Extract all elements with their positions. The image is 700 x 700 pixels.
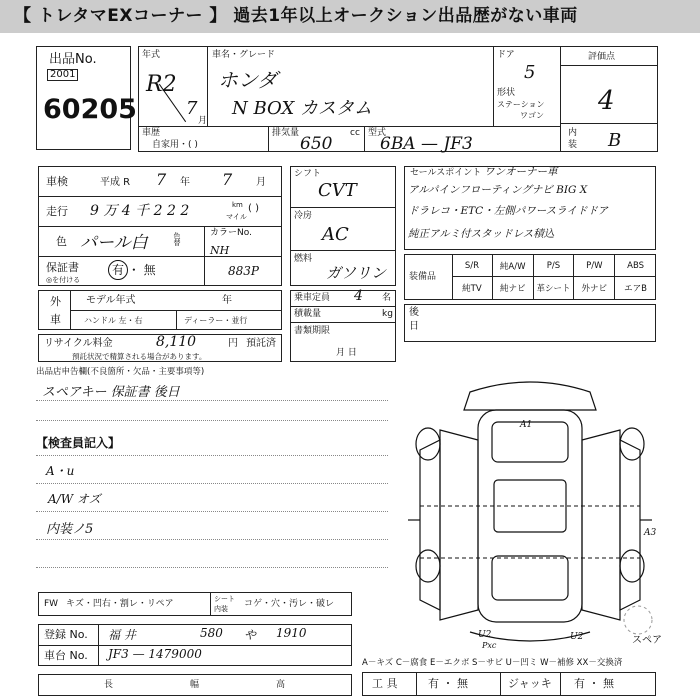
plate-kana: や [244, 628, 257, 642]
inspection-label: 車検 [46, 175, 68, 188]
year-unit: 月 [198, 116, 208, 126]
mileage-unit-km: km [232, 201, 243, 209]
deadline-label: 書類期限 [294, 326, 331, 336]
shape-sub-2: ワゴン [520, 111, 544, 120]
model-type-value: 6BA — JF3 [380, 134, 473, 154]
load-label: 積載量 [294, 309, 322, 319]
plate-region: 福 井 [108, 628, 136, 642]
grade-value: 4 [598, 86, 615, 116]
rear-label-1: 後 [409, 307, 419, 318]
warranty-circle [108, 260, 128, 280]
mileage-label: 走行 [46, 205, 68, 218]
equipment-cell: ABS [615, 255, 656, 277]
damage-legend: A－キズ C－腐食 E－エクボ S－サビ U－凹ミ W－補修 XX－交換済 [362, 658, 623, 668]
plate-num-2: 1910 [276, 626, 307, 640]
year-label: 年式 [142, 50, 161, 60]
fw-text: キズ・凹右・割レ・リペア [66, 599, 174, 609]
sales-line-4: 純正アルミ付スタッドレス積込 [408, 228, 555, 240]
foreign-model-year-label: モデル年式 [86, 295, 136, 306]
tools-value: 有 ・ 無 [428, 677, 468, 690]
foreign-handle: ハンドル 左・右 [84, 316, 143, 325]
equipment-cell: P/W [574, 255, 615, 277]
equipment-cell: S/R [452, 255, 493, 277]
load-unit: kg [382, 309, 393, 319]
sales-line-2: アルパインフローティングナビ BIG X [408, 184, 588, 196]
equipment-cell: 純A/W [493, 255, 534, 277]
doors-value: 5 [524, 62, 536, 83]
sales-points-label: セールスポイント [410, 168, 482, 178]
shift-value: CVT [318, 180, 357, 201]
year-era: R2 [146, 72, 177, 97]
ac-label: 冷房 [294, 211, 313, 221]
name-label: 車名・グレード [212, 50, 276, 60]
equipment-cell: エアB [624, 284, 647, 294]
interior-label-2: 装 [568, 140, 578, 150]
inspector-line-3: 内装ノ5 [46, 522, 94, 537]
damage-mark-u2-right: U2 [570, 632, 584, 642]
spare-label: スペア [632, 635, 662, 646]
vehicle-model: N BOX カスタム [232, 98, 373, 119]
inspector-line-2: A/W オズ [48, 492, 101, 506]
inspection-era: 平成 R [100, 177, 131, 188]
damage-mark-a1: A1 [520, 420, 533, 430]
plate-label: 登録 No. [44, 628, 88, 641]
doors-label: ドア [497, 50, 515, 60]
interior-value: B [608, 130, 622, 151]
recycle-unit: 円 [228, 338, 238, 349]
recycle-status: 預託済 [246, 338, 276, 349]
damage-mark-a3: A3 [644, 528, 657, 538]
fw-seat-2: 内装 [214, 605, 228, 613]
exhibitor-label: 出品店申告欄(不良箇所・欠品・主要事項等) [36, 367, 205, 377]
equipment-label: 装備品 [409, 272, 437, 282]
equipment-cell: 純TV [452, 277, 493, 299]
foreign-year-unit: 年 [222, 295, 232, 306]
color-label: 色 [56, 235, 67, 248]
bottom-height: 高 [276, 680, 286, 690]
color-code-1: NH [210, 244, 230, 257]
history-label: 車歴 [142, 128, 161, 138]
foreign-dealer: ディーラー・並行 [184, 316, 248, 325]
vehicle-make: ホンダ [218, 68, 278, 92]
bottom-length: 長 [104, 680, 114, 690]
warranty-label: 保証書 [46, 261, 79, 274]
lot-sub: 2001 [47, 69, 78, 81]
sales-line-1: ワンオーナー車 [484, 166, 558, 178]
grade-label: 評価点 [588, 52, 616, 62]
fuel-label: 燃料 [294, 254, 313, 264]
recycle-label: リサイクル料金 [44, 338, 113, 349]
inspector-label: 【検査員記入】 [36, 436, 121, 450]
displacement-unit: cc [350, 128, 360, 138]
displacement-label: 排気量 [272, 128, 300, 138]
banner-title: 【 トレタマEXコーナー 】 過去1年以上オークション出品歴がない車両 [0, 0, 700, 33]
mileage-unit-mile: マイル [226, 213, 247, 221]
capacity-value: 4 [354, 288, 363, 304]
shape-label: 形状 [497, 88, 516, 98]
inspector-line-1: A・u [46, 464, 75, 478]
shape-sub-1: ステーション [497, 100, 545, 109]
equipment-cell: 革シート [534, 277, 575, 299]
model-type-label: 型式 [368, 128, 387, 138]
color-change-label: 色替 [173, 232, 181, 246]
warranty-value: 有 ・ 無 [112, 263, 156, 277]
fw-label: FW [44, 599, 59, 609]
inspection-month-unit: 月 [256, 177, 266, 188]
equipment-grid [452, 255, 656, 299]
chassis-value: JF3 — 1479000 [108, 647, 202, 661]
damage-mark-u2-left: U2 [478, 630, 492, 640]
recycle-value: 8,110 [156, 334, 197, 350]
color-code-label: カラーNo. [210, 228, 252, 238]
fw-seat-1: シート [214, 595, 235, 603]
damage-mark-pxc: Pxc [482, 641, 497, 650]
car-diagram [400, 370, 660, 650]
equipment-cell: P/S [534, 255, 575, 277]
exhibitor-note: スペアキー 保証書 後日 [42, 385, 180, 400]
inspection-month: 7 [222, 170, 233, 189]
displacement-value: 650 [300, 134, 333, 154]
jack-value: 有 ・ 無 [574, 677, 614, 690]
rear-label-2: 日 [409, 321, 419, 332]
interior-label-1: 内 [568, 128, 578, 138]
shift-label: シフト [294, 169, 322, 179]
history-value: 自家用・( ) [152, 140, 198, 150]
warranty-sub: ◎を付ける [46, 276, 81, 284]
lot-number: 60205 [43, 94, 137, 125]
recycle-note: 預託状況で精算される場合があります。 [72, 352, 207, 361]
inspection-year-unit: 年 [180, 177, 190, 188]
lot-label: 出品No. [49, 52, 97, 67]
mileage-value: 9 万 4 千 2 2 2 [90, 203, 190, 219]
mileage-paren: ( ) [248, 203, 259, 214]
foreign-label-1: 外 [50, 295, 61, 308]
jack-label: ジャッキ [508, 677, 552, 690]
equipment-cell: 純ナビ [493, 277, 534, 299]
deadline-unit: 月 日 [336, 348, 357, 358]
lot-box [36, 46, 137, 150]
equipment-cell: 外ナビ [574, 277, 615, 299]
inspection-year: 7 [156, 170, 167, 189]
capacity-unit: 名 [382, 293, 392, 303]
foreign-label-2: 車 [50, 313, 61, 326]
ac-value: AC [322, 224, 349, 245]
capacity-label: 乗車定員 [294, 293, 331, 303]
fw-seat-text: コゲ・穴・汚レ・破レ [244, 599, 335, 609]
color-code-2: 883P [228, 264, 259, 278]
tools-label: 工 具 [372, 677, 398, 690]
chassis-label: 車台 No. [44, 649, 88, 662]
plate-num-1: 580 [200, 626, 223, 640]
bottom-width: 幅 [190, 680, 200, 690]
year-month: 7 [186, 98, 198, 119]
fuel-value: ガソリン [326, 264, 387, 282]
rear-block [404, 304, 656, 342]
sales-line-3: ドラレコ・ETC・左側パワースライドドア [408, 205, 609, 217]
color-value: パール白 [80, 233, 148, 253]
